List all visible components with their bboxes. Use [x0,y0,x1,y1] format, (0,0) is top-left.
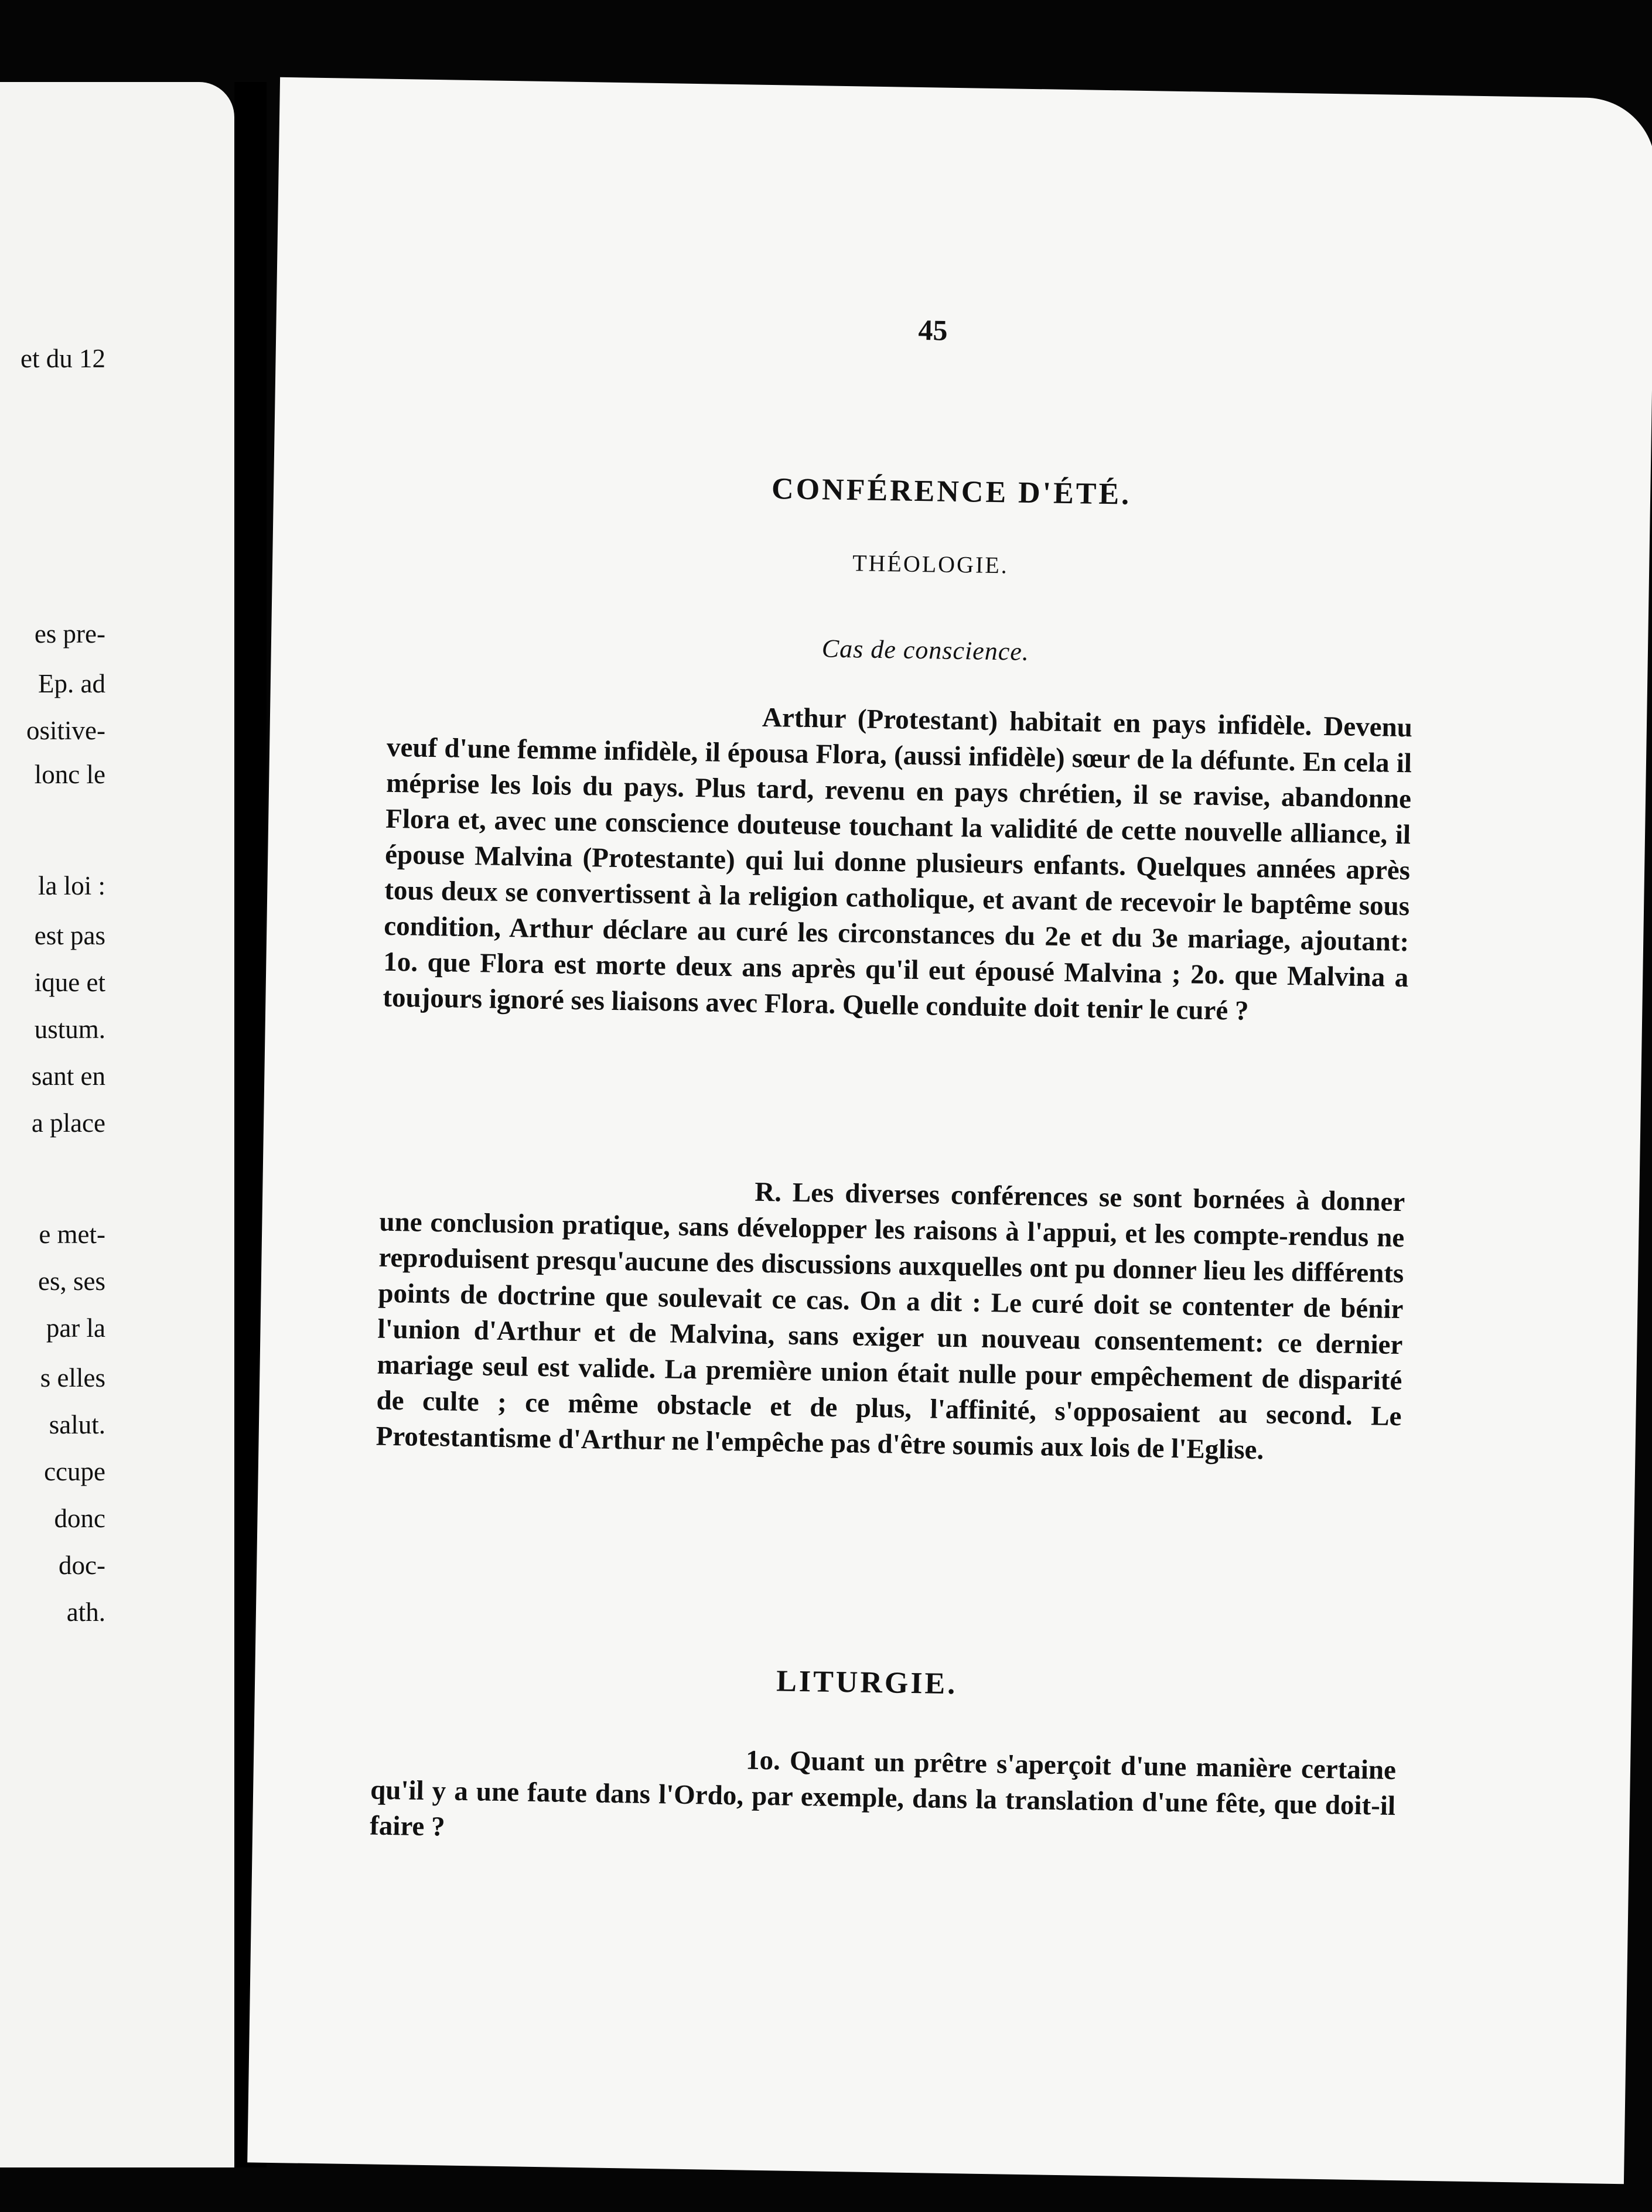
left-page-fragment: par la [46,1313,105,1343]
left-page-fragment: doc- [59,1551,105,1580]
liturgie-paragraph [370,1737,1397,1860]
left-page-fragment: e met- [39,1220,105,1249]
left-page-fragment: salut. [49,1410,105,1439]
case-paragraph [383,694,1412,1032]
left-page-fragment: Ep. ad [38,669,105,698]
liturgie-text: 1o. Quant un prêtre s'aperçoit d'une manière certaine qu'il y a une faute dans l'Ordo, par exemple, dans la translation d'une fête, que doit-il faire ? [369,1745,1397,1842]
left-page-fragment: est pas [34,921,105,950]
left-page-fragment: ustum. [34,1015,105,1044]
left-page-fragment: ique et [34,968,105,997]
previous-page-edge [0,82,234,2167]
page-title: CONFÉRENCE D'ÉTÉ. [771,472,1132,511]
left-page-fragment: a place [31,1108,105,1138]
left-page-fragment: es pre- [34,619,105,648]
book-page [247,77,1652,2184]
left-page-fragment: sant en [31,1061,105,1091]
left-page-fragment: ositive- [26,716,105,745]
section-heading-liturgie: LITURGIE. [776,1664,958,1701]
answer-paragraph [376,1169,1405,1470]
page-number: 45 [918,313,948,347]
answer-text: R. Les diverses conférences se sont bornées à donner une conclusion pratique, sans développer les raisons à l'appui, et les compte-rendus ne reproduisent presqu'aucune des discussions auxquelles ont pu donner lieu les différents points de doctrine que soulevait ce cas. On a dit : Le curé doit se contenter de bénir l'union d'Arthur et de Malvina, sans exiger un nouveau consentement: ce dernier mariage seul est valide. La première union était nulle pour empêchement de disparité de culte ; ce même obstacle et de plus, l'affinité, s'opposaient au second. Le Protestantisme d'Arthur ne l'empêche pas d'être soumis aux lois de l'Eglise. [376,1176,1405,1466]
left-page-fragment: et du 12 [21,344,105,373]
left-page-fragment: es, ses [38,1267,105,1296]
left-page-fragment: s elles [40,1363,105,1392]
left-page-fragment: lonc le [34,760,105,789]
section-heading-theologie: THÉOLOGIE. [852,549,1009,579]
subsection-heading: Cas de conscience. [821,634,1030,666]
left-page-fragment: ath. [66,1597,105,1627]
left-page-fragment: ccupe [44,1457,105,1486]
left-page-fragment: donc [54,1504,105,1533]
case-text: Arthur (Protestant) habitait en pays infidèle. Devenu veuf d'une femme infidèle, il épousa Flora, (aussi infidèle) sœur de la défunte. En cela il méprise les lois du pays. Plus tard, revenu en pays chrétien, il se ravise, abandonne Flora et, avec une conscience douteuse touchant la validité de cette nouvelle alliance, il épouse Malvina (Protestante) qui lui donne plusieurs enfants. Quelques années après tous deux se convertissent à la religion catholique, et avant de recevoir le baptême sous condition, Arthur déclare au curé les circonstances du 2e et du 3e mariage, ajoutant: 1o. que Flora est morte deux ans après qu'il eut épousé Malvina ; 2o. que Malvina a toujours ignoré ses liaisons avec Flora. Quelle conduite doit tenir le curé ? [383,702,1413,1026]
left-page-fragment: la loi : [38,871,105,900]
